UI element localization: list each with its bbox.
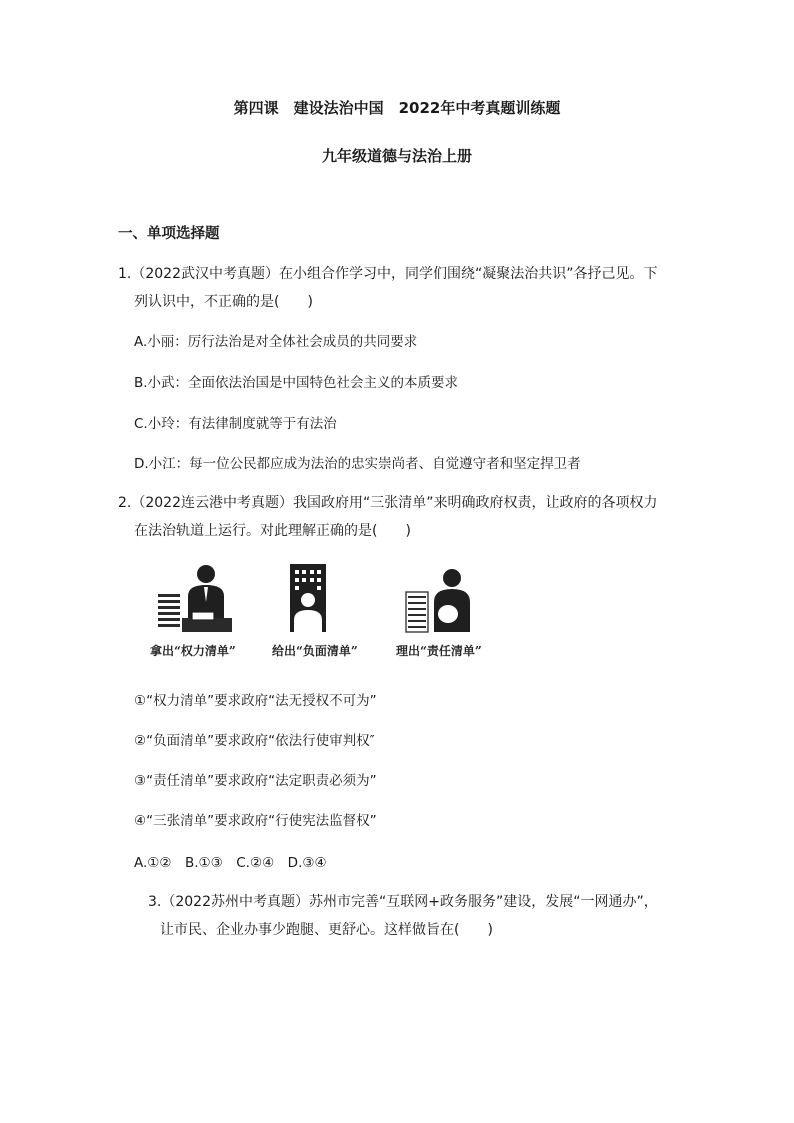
three-lists-illustration: [150, 558, 500, 638]
question-3-stem-line1: 3.（2022苏州中考真题）苏州市完善“互联网+政务服务”建设，发展“一网通办”，: [148, 894, 658, 910]
negative-list-icon: [290, 564, 326, 632]
question-1-option-c: C.小玲：有法律制度就等于有法治: [134, 416, 337, 432]
statement-4: ④“三张清单”要求政府“行使宪法监督权”: [134, 813, 377, 829]
question-1-stem-line1: 1.（2022武汉中考真题）在小组合作学习中，同学们围绕“凝聚法治共识”各抒己见。下: [118, 266, 658, 282]
statement-3: ③“责任清单”要求政府“法定职责必须为”: [134, 773, 377, 789]
question-2-stem-line1: 2.（2022连云港中考真题）我国政府用“三张清单”来明确政府权责，让政府的各项权力: [118, 495, 658, 511]
question-1-stem-line2: 列认识中，不正确的是( ): [134, 294, 313, 310]
statement-2: ②“负面清单”要求政府“依法行使审判权″: [134, 733, 375, 749]
responsibility-list-icon: [406, 569, 470, 632]
section-heading: 一、单项选择题: [118, 226, 220, 242]
caption-responsibility-list: 理出“责任清单”: [396, 644, 482, 658]
power-list-icon: [158, 565, 232, 632]
page-subtitle: 九年级道德与法治上册: [321, 147, 472, 165]
question-1-option-b: B.小武：全面依法治国是中国特色社会主义的本质要求: [134, 375, 459, 391]
statement-1: ①“权力清单”要求政府“法无授权不可为”: [134, 693, 377, 709]
question-2-choices: A.①② B.①③ C.②④ D.③④: [134, 855, 327, 871]
caption-power-list: 拿出“权力清单”: [150, 644, 236, 658]
caption-negative-list: 给出“负面清单”: [272, 644, 358, 658]
question-3-stem-line2: 让市民、企业办事少跑腿、更舒心。这样做旨在( ): [160, 922, 493, 938]
question-1-option-d: D.小江：每一位公民都应成为法治的忠实崇尚者、自觉遵守者和坚定捍卫者: [134, 456, 581, 472]
three-lists-figure: [150, 558, 500, 668]
page-title: 第四课 建设法治中国 2022年中考真题训练题: [233, 99, 561, 117]
question-2-stem-line2: 在法治轨道上运行。对此理解正确的是( ): [134, 523, 411, 539]
question-1-option-a: A.小丽：厉行法治是对全体社会成员的共同要求: [134, 334, 418, 350]
